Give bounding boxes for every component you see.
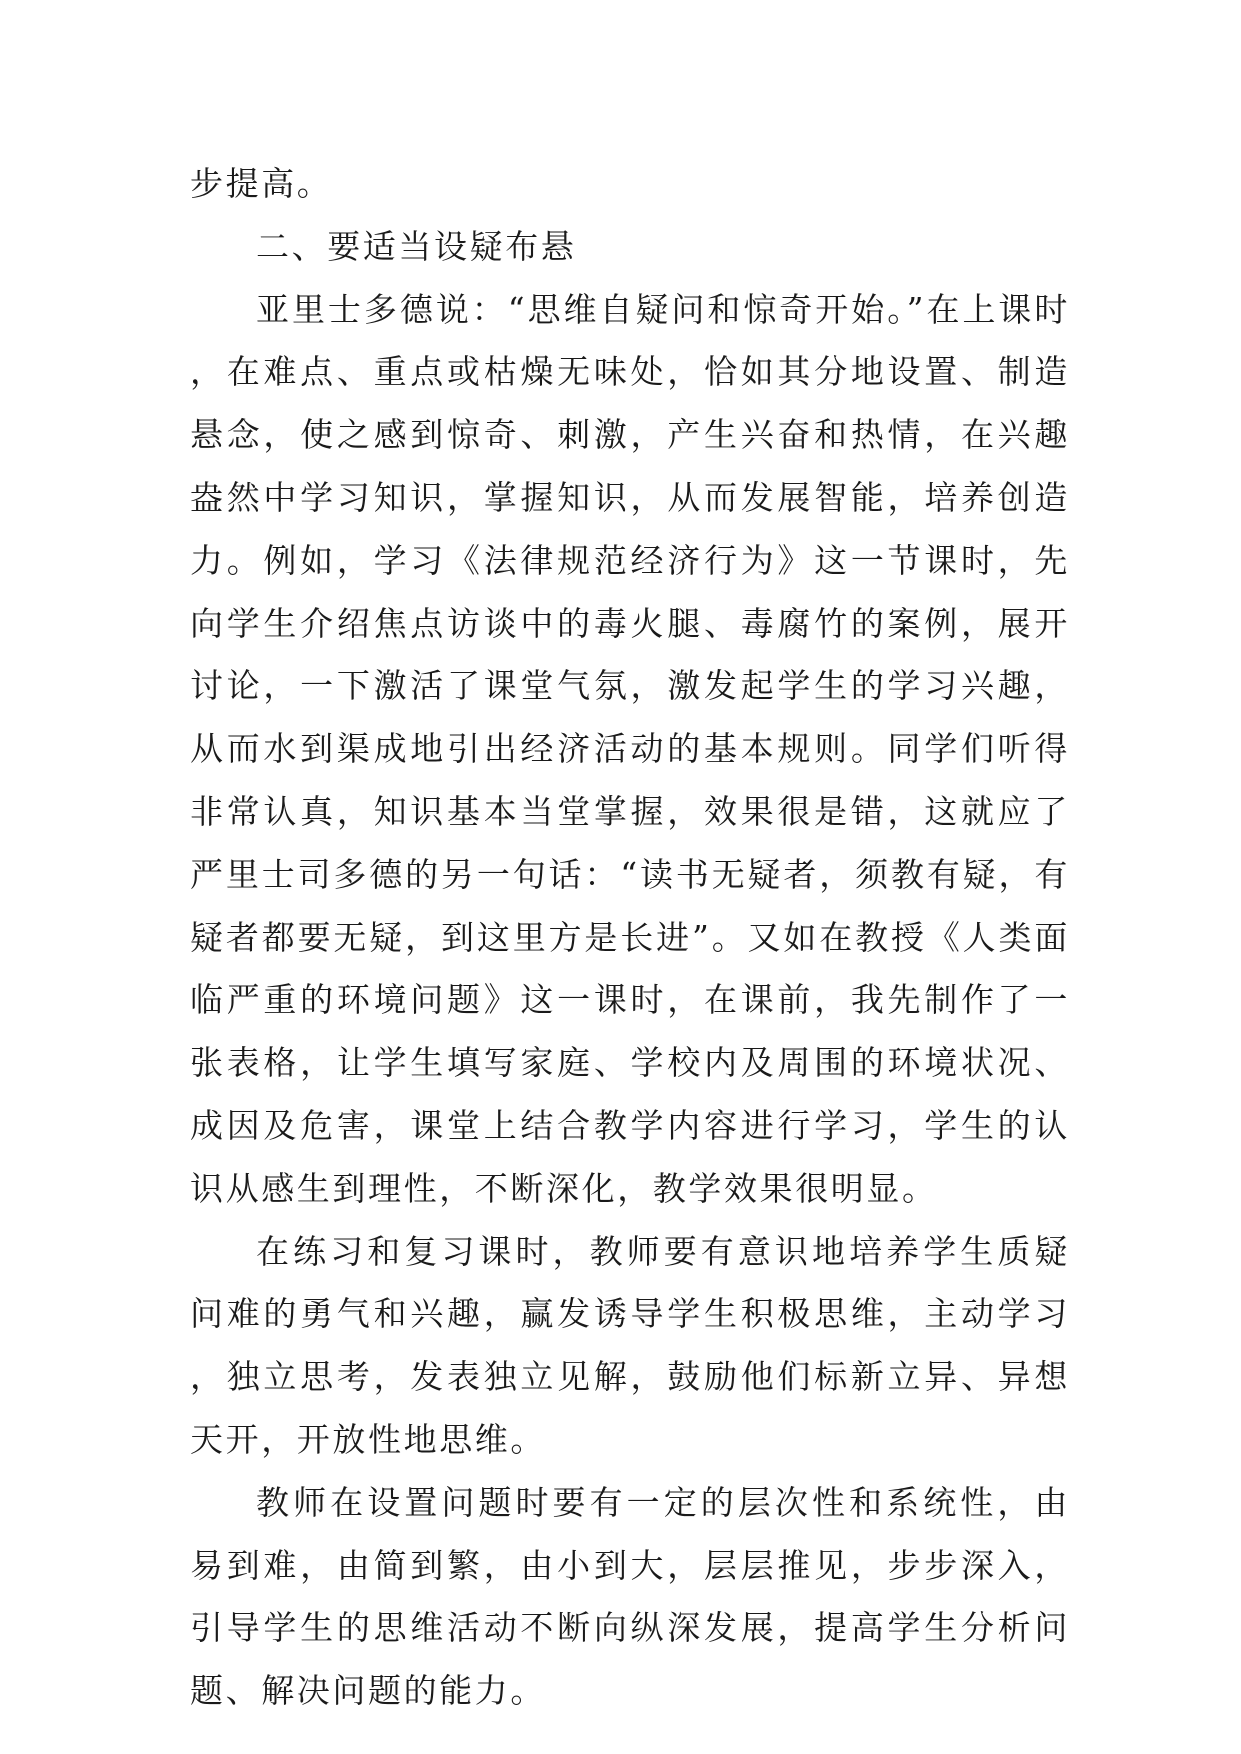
document-body (190, 153, 1070, 1723)
paragraph-practice-review: 在练习和复习课时，教师要有意识地培养学生质疑问难的勇气和兴趣，赢发诱导学生积极思维，主动学习，独立思考，发表独立见解，鼓励他们标新立异、异想天开，开放性地思维。 (190, 1231, 1070, 1459)
paragraph-aristotle-quote: 亚里士多德说：“思维自疑问和惊奇开始。”在上课时，在难点、重点或枯燥无味处，恰如其分地设置、制造悬念，使之感到惊奇、刺激，产生兴奋和热情，在兴趣盎然中学习知识，掌握知识，从而发展智能，培养创造力。例如，学习《法律规范经济行为》这一节课时，先向学生介绍焦点访谈中的毒火腿、毒腐竹的案例，展开讨论，一下激活了课堂气氛，激发起学生的学习兴趣，从而水到渠成地引出经济活动的基本规则。同学们听得非常认真，知识基本当堂掌握，效果很是错，这就应了严里士司多德的另一句话：“读书无疑者，须教有疑，有疑者都要无疑，到这里方是长进”。又如在教授《人类面临严重的环境问题》这一课时，在课前，我先制作了一张表格，让学生填写家庭、学校内及周围的环境状况、成因及危害，课堂上结合教学内容进行学习，学生的认识从感生到理性，不断深化，教学效果很明显。 (190, 289, 1070, 1208)
section-heading: 二、要适当设疑布悬 (256, 226, 577, 266)
paragraph-continuation: 步提高。 (190, 164, 333, 203)
paragraph-question-design: 教师在设置问题时要有一定的层次性和系统性，由易到难，由简到繁，由小到大，层层推见，步步深入，引导学生的思维活动不断向纵深发展，提高学生分析问题、解决问题的能力。 (190, 1482, 1070, 1711)
